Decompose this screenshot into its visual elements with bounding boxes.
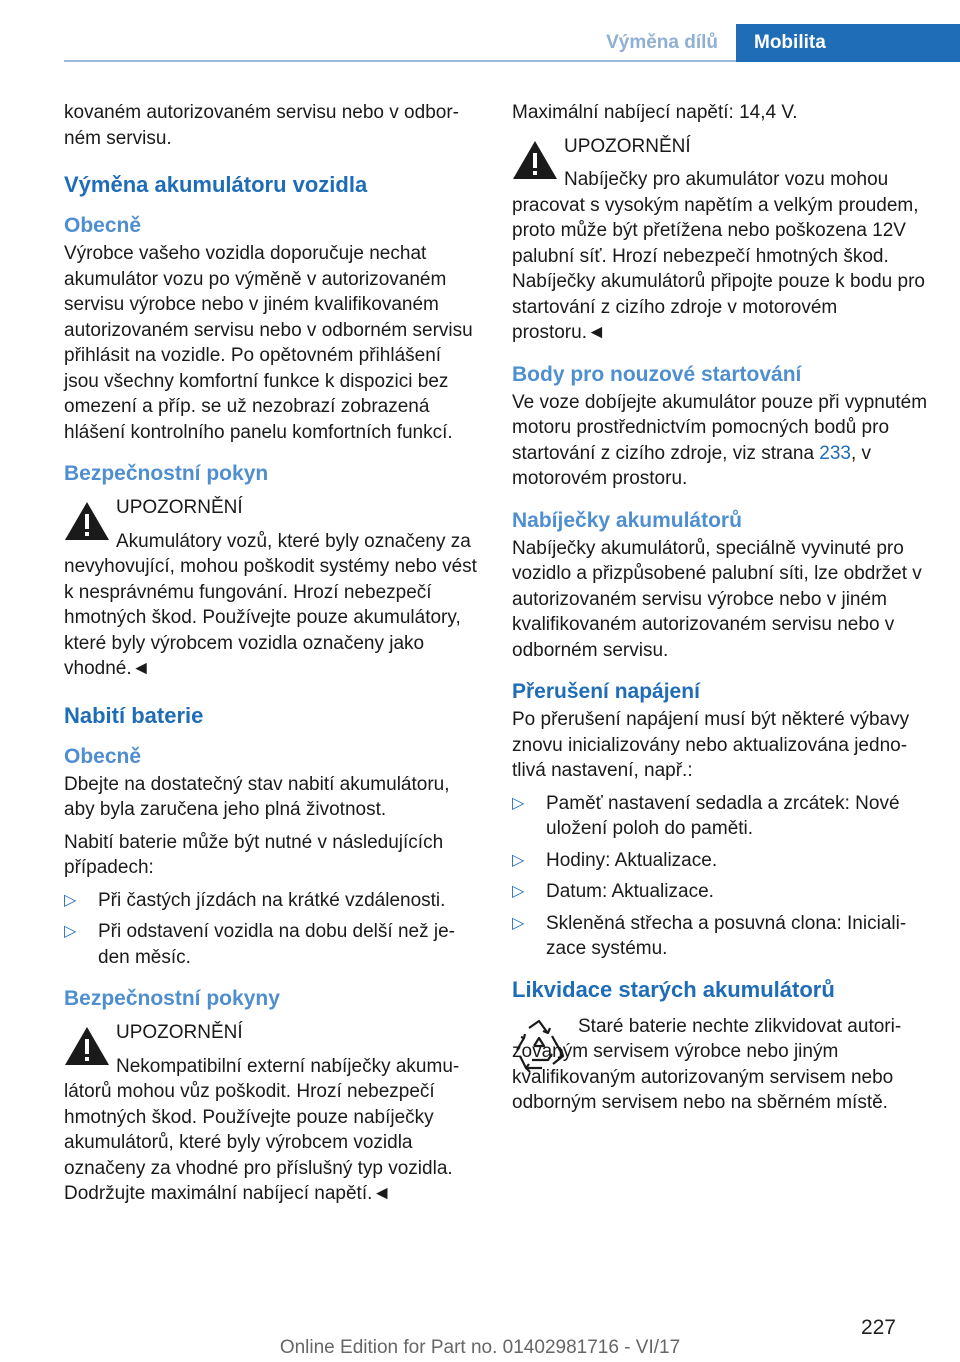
warning-block [512,134,928,346]
warning-title: UPOZORNĚNÍ [116,1022,243,1043]
warning-triangle-icon [64,501,110,541]
jump-start-paragraph: Ve voze dobíjejte akumulátor pouze při vypnutém motoru prostřednictvím pomocných bodů pro startování z cizího zdroje, viz strana 233, v motorovém prostoru. [512,391,928,489]
disposal-block [512,1014,928,1116]
heading-battery-replacement: Výměna akumulátoru vozidla [64,172,368,197]
heading-battery-chargers: Nabíječky akumulátorů [512,508,742,532]
charge-paragraph: Dbejte na dostatečný stav nabití akumulátoru, aby byla zaručena jeho plná životnost. [64,773,450,820]
triangle-bullet-icon: ▷ [512,794,525,812]
charge-cases-list [64,888,480,971]
intro-text: kovaném autorizovaném servisu nebo v odborném servisu. [64,102,459,149]
warning-block [64,1020,480,1207]
chargers-paragraph: Nabíječky akumulátorů, speciálně vyvinuté pro vozidlo a přizpůsobené palubní síti, lze obdržet v autorizovaném servisu výrobce nebo v jiném kvalifikovaném autorizovaném servisu nebo v odborném servisu. [512,537,922,661]
heading-safety-note: Bezpečnostní pokyn [64,462,269,485]
list-item: ▷ Hodiny: Aktualizace. [512,848,928,874]
heading-disposal: Likvidace starých akumulátorů [512,976,835,1002]
list-item: ▷ Skleněná střecha a posuvná clona: Inicializace systému. [512,912,907,959]
charge-cases-paragraph: Nabití baterie může být nutné v následujících případech: [64,831,444,878]
general-paragraph: Výrobce vašeho vozidla doporučuje nechat akumulátor vozu po výměně v autorizovaném servisu výrobce nebo v jiném kvalifikovaném autorizovaném servisu nebo v odborném servisu přihlásit na vozidle. Po opětovném přihlášení jsou všechny komfortní funkce k dispozici bez omezení a příp. se už nezobrazí zobrazená hlášení kontrolního panelu komfortních funkcí. [64,243,473,443]
warning-text: Akumulátory vozů, které byly označeny za nevyhovující, mohou poškodit systémy nebo vést k nesprávnému fungování. Hrozí nebezpečí hmotných škod. Používejte pouze akumulátory, které byly výrobcem vozidla označeny jako vhodné.◄ [64,530,477,679]
page-reference-link[interactable]: 233 [819,442,851,464]
triangle-bullet-icon: ▷ [64,891,77,909]
edition-footer: Online Edition for Part no. 01402981716 - VI/17 [279,1337,681,1358]
warning-title: UPOZORNĚNÍ [116,497,243,518]
heading-battery-charging: Nabití baterie [64,702,204,728]
list-item: ▷ Při častých jízdách na krátké vzdálenosti. [64,888,480,914]
heading-general: Obecně [64,214,142,237]
triangle-bullet-icon: ▷ [512,851,525,869]
warning-block [64,495,480,682]
heading-power-interruption: Přerušení napájení [512,680,700,703]
right-column [512,100,928,1116]
page-number: 227 [860,1316,896,1339]
triangle-bullet-icon: ▷ [512,883,525,900]
warning-title: UPOZORNĚNÍ [564,135,691,157]
disposal-paragraph: Staré baterie nechte zlikvidovat autorizovaným servisem výrobce nebo jiným kvalifikovaným autorizovaným servisem nebo odborným servisem nebo na sběrném místě. [512,1015,902,1113]
warning-text: Nabíječky pro akumulátor vozu mohou pracovat s vysokým napětím a velkým proudem, proto může být přetížena nebo poškozena 12V palubní síť. Hrozí nebezpečí hmotných škod. Nabíječky akumulátorů připojte pouze k bodu pro startování z cizího zdroje v motorovém prostoru.◄ [512,169,925,343]
heading-safety-notes: Bezpečnostní pokyny [64,987,280,1010]
warning-triangle-icon [64,1026,110,1066]
list-item: ▷ Paměť nastavení sedadla a zrcátek: Nové uložení poloh do paměti. [512,792,900,839]
list-item: ▷ Datum: Aktualizace. [512,879,928,905]
list-item: ▷ Při odstavení vozidla na dobu delší než jeden měsíc. [64,921,455,968]
heading-jump-start-points: Body pro nouzové startování [512,362,802,386]
max-voltage-text: Maximální nabíjecí napětí: 14,4 V. [512,102,798,123]
reinit-list [512,791,928,962]
heading-general: Obecně [64,744,142,768]
section-tab[interactable]: Výměna dílů [606,32,718,53]
chapter-tab[interactable]: Mobilita [736,24,960,62]
warning-triangle-icon [512,140,558,180]
warning-text: Nekompatibilní externí nabíječky akumulátorů mohou vůz poškodit. Hrozí nebezpečí hmotných škod. Používejte pouze nabíječky akumulátorů, které byly výrobcem vozidla označeny za vhodné pro příslušný typ vozidla. Dodržujte maximální nabíjecí napětí.◄ [64,1055,460,1204]
triangle-bullet-icon: ▷ [64,923,77,940]
triangle-bullet-icon: ▷ [512,914,525,932]
power-interruption-paragraph: Po přerušení napájení musí být některé výbavy znovu inicializovány nebo aktualizována jednotlivá nastavení, např.: [512,709,910,781]
recycle-icon [512,1018,566,1074]
left-column [64,100,480,1207]
